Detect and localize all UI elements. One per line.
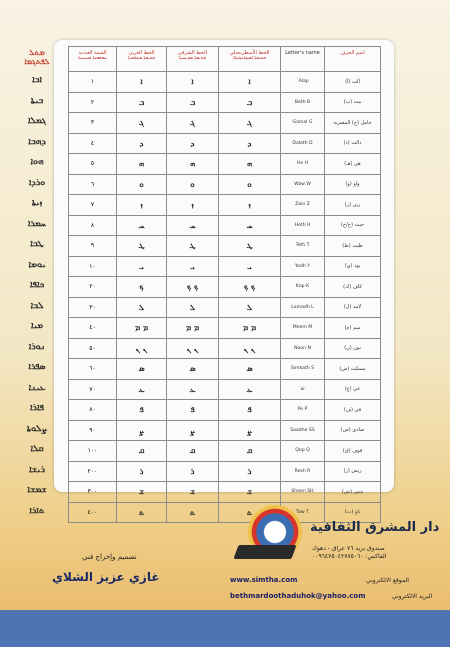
eastern-glyph-cell: ܠ [167,297,219,318]
arabic-name-cell: هي (هـ) [325,154,381,175]
letter-name-cell: Gamal G [281,113,325,134]
table-row [69,92,381,113]
table-row [69,318,381,339]
example-word: ܓܡܠܐ [27,116,47,126]
western-glyph-cell: ܙ [117,195,167,216]
example-word: ܢܘܪܐ [28,341,46,352]
eastern-glyph-cell: ܛ [167,236,219,257]
estrangela-glyph-cell: ܟ ܟ [219,277,281,298]
header-numeric: القيمة العددية ܚܘܫܒܢܐ ܡܢܝܢܝܐ [69,47,117,72]
estrangela-glyph-cell: ܡ ܡ [219,318,281,339]
table-row [69,379,381,400]
letter-name-cell: Saadhe SS [281,420,325,441]
example-word: ܥܝܢܐ [28,382,46,393]
western-glyph-cell: ܓ [117,113,167,134]
arabic-name-cell: ألب (أ) [325,72,381,93]
western-glyph-cell: ܡ ܡ [117,318,167,339]
estrangela-glyph-cell: ܒ [219,92,281,113]
numeric-value-cell: ١٠ [69,256,117,277]
western-glyph-cell: ܣ [117,359,167,380]
eastern-glyph-cell: ܢ ܢ [167,338,219,359]
arabic-name-cell: طيث (ط) [325,236,381,257]
western-glyph-cell: ܐ [117,72,167,93]
western-glyph-cell: ܫ [117,482,167,503]
numeric-value-cell: ١ [69,72,117,93]
header-arabic-name: اسم الحرف [325,47,381,72]
numeric-value-cell: ٨ [69,215,117,236]
letter-name-cell: Noon N [281,338,325,359]
letter-name-cell: Waw W [281,174,325,195]
numeric-value-cell: ٥ [69,154,117,175]
example-word: ܬܐܪܐ [29,505,45,516]
eastern-glyph-cell: ܨ [167,420,219,441]
numeric-value-cell: ٤ [69,133,117,154]
eastern-glyph-cell: ܗ [167,154,219,175]
letter-name-cell: Kap K [281,277,325,298]
website-label: الموقع الالكتروني [366,577,409,584]
arabic-name-cell: صاذي (ص) [325,420,381,441]
arabic-name-cell: قوف (ق) [325,441,381,462]
table-row [69,72,381,93]
estrangela-glyph-cell: ܩ [219,441,281,462]
letter-name-cell: Teth T [281,236,325,257]
example-word: ܕܗܒܐ [28,136,46,147]
book-icon [233,545,296,559]
example-word: ܩܠܐ [30,444,44,454]
example-word: ܫܡܫܐ [27,485,47,495]
numeric-value-cell: ٧ [69,195,117,216]
website-link[interactable]: www.simtha.com [230,576,298,584]
estrangela-glyph-cell: ܨ [219,420,281,441]
western-glyph-cell: ܢ ܢ [117,338,167,359]
eastern-glyph-cell: ܓ [167,113,219,134]
eastern-glyph-cell: ܙ [167,195,219,216]
western-glyph-cell: ܪ [117,461,167,482]
estrangela-glyph-cell: ܓ [219,113,281,134]
western-glyph-cell: ܨ [117,420,167,441]
eastern-glyph-cell: ܪ [167,461,219,482]
alphabet-card [24,40,394,517]
example-word: ܗܘܐ [30,157,44,167]
header-western: الخط الغربي ܟܬܝܒܬܐ ܡܥܪܒܝܬܐ [117,47,167,72]
table-row [69,277,381,298]
numeric-value-cell: ٢٠ [69,277,117,298]
letter-name-cell: Meem M [281,318,325,339]
numeric-value-cell: ٤٠٠ [69,502,117,523]
estrangela-glyph-cell: ܚ [219,215,281,236]
estrangela-glyph-cell: ܪ [219,461,281,482]
table-row [69,400,381,421]
letter-name-cell: He H [281,154,325,175]
letter-name-cell: Yodh Y [281,256,325,277]
arabic-name-cell: واو (و) [325,174,381,195]
numeric-value-cell: ١٠٠ [69,441,117,462]
estrangela-glyph-cell: ܢ ܢ [219,338,281,359]
eastern-glyph-cell: ܘ [167,174,219,195]
western-glyph-cell: ܘ [117,174,167,195]
numeric-value-cell: ٣٠٠ [69,482,117,503]
example-word: ܛܒܐ [30,239,44,249]
arabic-name-cell: في (ف) [325,400,381,421]
footer-band [0,610,450,647]
table-row [69,461,381,482]
arabic-name-cell: شين (ش) [325,482,381,503]
example-word: ܟܐܦܐ [29,280,45,290]
numeric-value-cell: ٦ [69,174,117,195]
numeric-value-cell: ٣٠ [69,297,117,318]
arabic-name-cell: دالث (د) [325,133,381,154]
address-line: صندوق بريد ٧٦ عراق - دهوك [312,545,385,552]
design-label: تصميم وإخراج فني [82,553,137,561]
arabic-name-cell: ريش (ر) [325,461,381,482]
letter-name-cell: Lamadh L [281,297,325,318]
alphabet-table [68,46,381,523]
fax-line: الفاكس: ٠٠٩٦٤٧٥٠٤٢٧٧٥٠٦٠ [312,553,387,560]
western-glyph-cell: ܦ [117,400,167,421]
western-glyph-cell: ܕ [117,133,167,154]
eastern-glyph-cell: ܣ [167,359,219,380]
arabic-name-cell: ميم (م) [325,318,381,339]
western-glyph-cell: ܠ [117,297,167,318]
arabic-name-cell: سمكث (س) [325,359,381,380]
letter-name-cell: Resh R [281,461,325,482]
western-glyph-cell: ܟ [117,277,167,298]
example-word: ܨܠܘܬܐ [26,423,48,434]
header-eastern: الخط الشرقي ܟܬܝܒܬܐ ܡܕܢܚܝܬܐ [167,47,219,72]
example-word: ܝܘܡܐ [28,259,46,270]
eastern-glyph-cell: ܥ [167,379,219,400]
eastern-glyph-cell: ܡ ܡ [167,318,219,339]
estrangela-glyph-cell: ܣ [219,359,281,380]
eastern-glyph-cell: ܦ [167,400,219,421]
example-word: ܠܒܐ [30,300,44,311]
estrangela-glyph-cell: ܠ [219,297,281,318]
example-word: ܘܪܕܐ [28,177,46,188]
header-estrangela: الخط الأسطرنجيلي ܟܬܝܒܬܐ ܐܣܛܪܢܓܝܠܐ [219,47,281,72]
estrangela-glyph-cell: ܐ [219,72,281,93]
numeric-value-cell: ٢٠٠ [69,461,117,482]
example-word: ܒܝܬܐ [30,95,44,106]
eastern-glyph-cell: ܒ [167,92,219,113]
western-glyph-cell: ܗ [117,154,167,175]
estrangela-glyph-cell: ܘ [219,174,281,195]
western-glyph-cell: ܚ [117,215,167,236]
eastern-glyph-cell: ܐ [167,72,219,93]
arabic-name-cell: تاو (ت) [325,502,381,523]
numeric-value-cell: ٨٠ [69,400,117,421]
letter-name-cell: Taw T [281,502,325,523]
numeric-value-cell: ٩ [69,236,117,257]
eastern-glyph-cell: ܕ [167,133,219,154]
arabic-name-cell: نون (ن) [325,338,381,359]
numeric-value-cell: ٢ [69,92,117,113]
estrangela-glyph-cell: ܕ [219,133,281,154]
letter-name-cell: `Alap [281,72,325,93]
eastern-glyph-cell: ܩ [167,441,219,462]
estrangela-glyph-cell: ܦ [219,400,281,421]
table-row [69,133,381,154]
arabic-name-cell: جامل (ج) المصرية [325,113,381,134]
table-row [69,338,381,359]
designer-name: غازي عزيز الشلاي [52,570,160,584]
letter-name-cell: Zain Z [281,195,325,216]
estrangela-glyph-cell: ܫ [219,482,281,503]
publisher-address [312,545,386,561]
table-row [69,420,381,441]
table-row [69,359,381,380]
letter-name-cell: Beth B [281,92,325,113]
table-row [69,174,381,195]
letter-name-cell: `ai` [281,379,325,400]
eastern-glyph-cell: ܟ ܟ [167,277,219,298]
letter-name-cell: Simkath S [281,359,325,380]
estrangela-glyph-cell: ܝ [219,256,281,277]
table-row [69,297,381,318]
arabic-name-cell: عي (ع) [325,379,381,400]
table-row [69,215,381,236]
table-row [69,482,381,503]
eastern-glyph-cell: ܚ [167,215,219,236]
numeric-value-cell: ٩٠ [69,420,117,441]
numeric-value-cell: ٤٠ [69,318,117,339]
western-glyph-cell: ܝ [117,256,167,277]
numeric-value-cell: ٣ [69,113,117,134]
arabic-name-cell: زين (ز) [325,195,381,216]
numeric-value-cell: ٦٠ [69,359,117,380]
western-glyph-cell: ܒ [117,92,167,113]
example-word: ܚܡܪܐ [27,218,47,229]
eastern-glyph-cell: ܫ [167,482,219,503]
estrangela-glyph-cell: ܬ [219,502,281,523]
western-glyph-cell: ܥ [117,379,167,400]
estrangela-glyph-cell: ܥ [219,379,281,400]
eastern-glyph-cell: ܝ [167,256,219,277]
publisher-name: دار المشرق الثقافية [310,520,440,535]
example-word: ܪܝܫܐ [28,464,46,475]
numeric-value-cell: ٥٠ [69,338,117,359]
letter-name-cell: Dalath D [281,133,325,154]
letter-name-cell: Heth H [281,215,325,236]
eastern-glyph-cell: ܬ [167,502,219,523]
arabic-name-cell: يوذ (ي) [325,256,381,277]
numeric-value-cell: ٧٠ [69,379,117,400]
header-letter-name: Letter's name [281,47,325,72]
table-row [69,236,381,257]
arabic-name-cell: حيث (ح/خ) [325,215,381,236]
example-word: ܡܝܐ [30,321,44,331]
estrangela-glyph-cell: ܛ [219,236,281,257]
letter-name-cell: Pe P [281,400,325,421]
letter-name-cell: Sheen SH [281,482,325,503]
estrangela-glyph-cell: ܙ [219,195,281,216]
arabic-name-cell: لامذ (ل) [325,297,381,318]
example-word: ܦܐܪܐ [30,403,44,413]
table-header-row [69,47,381,72]
western-glyph-cell: ܛ [117,236,167,257]
estrangela-glyph-cell: ܗ [219,154,281,175]
table-row [69,113,381,134]
table-row [69,195,381,216]
table-row [69,441,381,462]
email-link[interactable]: bethmardoothaduhok@yahoo.com [230,592,366,600]
western-glyph-cell: ܩ [117,441,167,462]
letter-name-cell: Qop Q [281,441,325,462]
table-row [69,256,381,277]
arabic-name-cell: بيث (ب) [325,92,381,113]
example-word: ܐܒܐ [31,75,43,85]
western-glyph-cell: ܬ [117,502,167,523]
header-example: ܡܬܠ ܠܦܬܓܡܐ [24,47,50,66]
example-word: ܙܝܬܐ [31,198,43,208]
example-word: ܣܦܪܐ [28,362,46,372]
table-row [69,154,381,175]
email-label: البريد الالكتروني [392,593,433,600]
arabic-name-cell: كاف (ك) [325,277,381,298]
